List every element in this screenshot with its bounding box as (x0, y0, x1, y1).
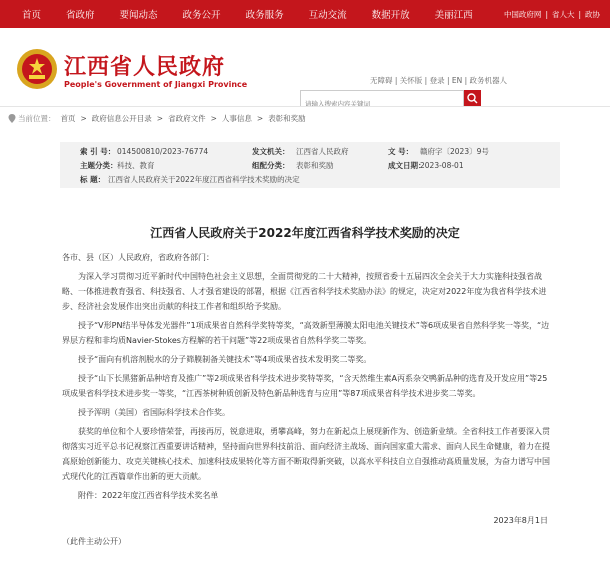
title-label: 标 题： (80, 174, 106, 184)
header-tools[interactable]: 无障碍 | 关怀版 | 登录 | EN | 政务机器人 (370, 76, 508, 85)
top-right-links (500, 0, 600, 28)
national-emblem-icon (16, 48, 58, 90)
written-date-value: 2023-08-01 (420, 160, 464, 170)
nav-item-home[interactable]: 首页 (22, 10, 42, 21)
index-number-value: 014500810/2023-76774 (117, 146, 209, 156)
breadcrumb-separator: > (256, 113, 264, 123)
written-date-label: 成文日期： (388, 160, 426, 170)
title-value: 江西省人民政府关于2022年度江西省科学技术奖励的决定 (108, 174, 300, 184)
document-number-value: 赣府字〔2023〕9号 (420, 146, 489, 156)
nav-item-open-data[interactable]: 数据开放 (371, 10, 410, 21)
breadcrumb-personnel-info[interactable]: 人事信息 (221, 113, 252, 123)
search-icon (464, 90, 481, 107)
link-china-gov[interactable]: 中国政府网 (503, 9, 542, 19)
site-header (0, 28, 610, 108)
link-cppcc[interactable]: 政协 (585, 9, 600, 19)
breadcrumb-location-label: 当前位置： (18, 113, 56, 123)
search-button[interactable] (464, 90, 481, 107)
document-paragraph: 获奖的单位和个人要珍惜荣誉，再接再厉，锐意进取，勇攀高峰，努力在新起点上展现新作为、创造新业绩。全省科技工作者要深入贯彻落实习近平总书记视察江西重要讲话精神，坚持面向世界科技前沿、面向经济主战场、面向国家重大需求、面向人民生命健康，着力在提高原始创新能力、攻克关键核心技术、加速科技成果转化等方面不断取得新突破，以高水平科技自立自强推动高质量发展，为奋力谱写中国式现代化的江西篇章作出新的更大贡献。 (62, 427, 550, 481)
document-number-label: 文 号： (388, 146, 414, 156)
top-navigation-bar (0, 0, 610, 28)
issuer-label: 发文机关： (252, 146, 290, 156)
document-salutation: 各市、县（区）人民政府，省政府各部门： (62, 253, 214, 262)
breadcrumb-info-catalog[interactable]: 政府信息公开目录 (91, 113, 152, 123)
breadcrumb-government-documents[interactable]: 省政府文件 (168, 113, 206, 123)
document-paragraph: 授予“山下长黑猪新品种培育及推广”等2项成果省科学技术进步奖特等奖，“含天然维生素A丙系杂交鸭新品种的选育及开发应用”等25项成果省科学技术进步奖一等奖，“江西茶树种质创新及特色新品种选育与应用”等87项成果省科学技术进步奖二等奖。 (62, 374, 548, 398)
topic-value: 科技、教育 (117, 160, 155, 170)
issuer-value: 江西省人民政府 (296, 146, 349, 156)
search-box (300, 90, 464, 107)
link-separator: | (545, 9, 548, 19)
genre-label: 组配分类： (252, 160, 290, 170)
document-paragraph: 授予浑明（美国）省国际科学技术合作奖。 (78, 408, 230, 417)
breadcrumb-separator: > (210, 113, 217, 123)
breadcrumb (0, 106, 610, 129)
nav-item-government-affairs[interactable]: 政务公开 (182, 10, 221, 21)
document-paragraph: 为深入学习贯彻习近平新时代中国特色社会主义思想，全面贯彻党的二十大精神，按照省委十五届四次全会关于大力实施科技强省战略、一体推进教育强省、科技强省、人才强省建设的部署，根据《江西省科学技术奖励办法》的规定，决定对2022年度为我省科学技术进步、经济社会发展作出突出贡献的科技工作者和组织给予奖励。 (62, 272, 547, 311)
breadcrumb-home[interactable]: 首页 (60, 113, 76, 123)
publicity-note: （此件主动公开） (62, 537, 126, 546)
site-title-english: People's Government of Jiangxi Province (64, 80, 248, 89)
attachment-link[interactable]: 附件：2022年度江西省科学技术奖名单 (78, 491, 219, 500)
nav-item-government-services[interactable]: 政务服务 (245, 10, 284, 21)
nav-item-beautiful-jiangxi[interactable]: 美丽江西 (434, 10, 473, 21)
document-metadata-table (60, 142, 560, 188)
nav-item-interaction[interactable]: 互动交流 (308, 10, 347, 21)
breadcrumb-awards[interactable]: 表彰和奖励 (268, 113, 306, 123)
index-number-label: 索 引 号： (80, 146, 116, 156)
document-title: 江西省人民政府关于2022年度江西省科学技术奖励的决定 (150, 226, 460, 240)
document-paragraph: 授予“面向有机溶剂脱水的分子筛膜制备关键技术”等4项成果省技术发明奖二等奖。 (78, 355, 372, 364)
document-paragraph: 授予“V形PN结半导体发光器件”1项成果省自然科学奖特等奖，“高效新型薄膜太阳电池关键技术”等6项成果省自然科学奖一等奖，“边界层方程和非均质Navier-Stokes方程解的若干问题”等22项成果省自然科学奖二等奖。 (62, 321, 550, 345)
genre-value: 表彰和奖励 (296, 160, 334, 170)
breadcrumb-separator: > (80, 113, 87, 123)
document-date: 2023年8月1日 (493, 516, 548, 525)
document-body (62, 250, 552, 549)
link-provincial-congress[interactable]: 省人大 (551, 9, 575, 19)
topic-label: 主题分类： (80, 160, 118, 170)
link-separator: | (578, 9, 581, 19)
nav-item-news[interactable]: 要闻动态 (119, 10, 158, 21)
nav-item-provincial-government[interactable]: 省政府 (66, 10, 95, 21)
location-icon (8, 114, 16, 123)
breadcrumb-separator: > (156, 113, 164, 123)
site-title: 江西省人民政府 (64, 54, 226, 80)
